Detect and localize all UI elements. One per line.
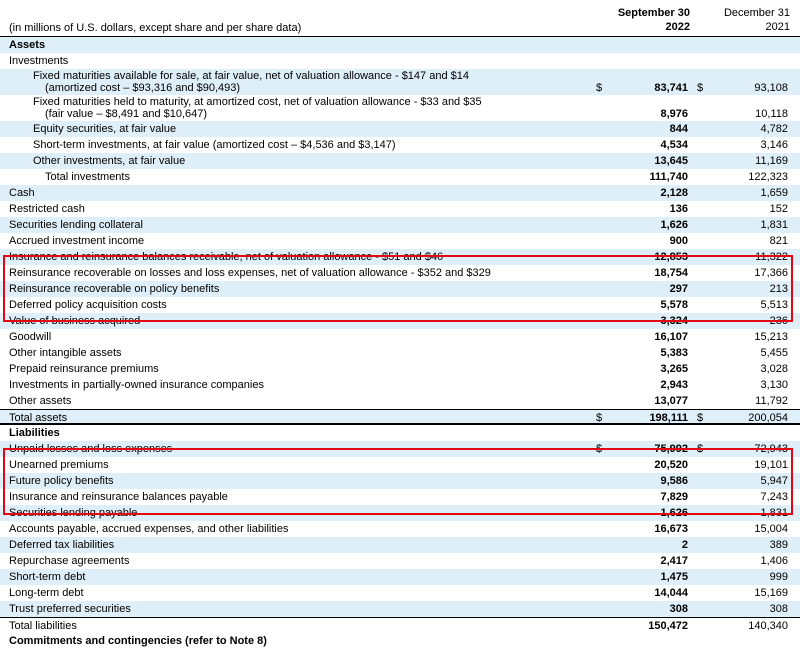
value-2021: 11,322 [755, 251, 788, 263]
value-2021: 821 [769, 235, 788, 247]
value-2021: 122,323 [748, 171, 788, 183]
row-label: Short-term investments, at fair value (amortized cost – $4,536 and $3,147) [33, 139, 396, 151]
table-row [0, 233, 800, 249]
dollar-sign: $ [697, 443, 704, 455]
value-2021: 5,455 [760, 347, 788, 359]
section-heading: Assets [9, 39, 46, 51]
value-2022: 18,754 [654, 267, 688, 279]
row-label: Future policy benefits [9, 475, 114, 487]
dollar-sign: $ [697, 412, 704, 424]
row-label: Unpaid losses and loss expenses [9, 443, 173, 455]
table-row [0, 521, 800, 537]
row-label: Total investments [45, 171, 130, 183]
row-label: Investments in partially-owned insurance companies [9, 379, 264, 391]
table-row [0, 53, 800, 69]
row-label: Restricted cash [9, 203, 85, 215]
row-label: Accrued investment income [9, 235, 145, 247]
row-label: Securities lending collateral [9, 219, 143, 231]
row-label: Trust preferred securities [9, 603, 131, 615]
value-2022: 8,976 [660, 108, 688, 120]
value-2021: 200,054 [748, 412, 788, 424]
value-2021: 15,004 [754, 523, 788, 535]
table-row [0, 537, 800, 553]
row-label: Value of business acquired [9, 315, 141, 327]
value-2022: 1,626 [660, 507, 688, 519]
value-2022: 75,992 [654, 443, 688, 455]
value-2021: 140,340 [748, 620, 788, 632]
table-row [0, 185, 800, 201]
table-row [0, 69, 800, 95]
units-note: (in millions of U.S. dollars, except share and per share data) [9, 22, 302, 34]
section-heading: Commitments and contingencies (refer to Note 8) [9, 635, 267, 647]
row-label: Investments [9, 55, 69, 67]
col-dec-2021-header: December 31 2021 [723, 7, 790, 33]
value-2021: 72,943 [754, 443, 788, 455]
table-row [0, 489, 800, 505]
value-2022: 12,853 [654, 251, 688, 263]
row-label: Total assets [9, 412, 68, 424]
table-row [0, 633, 800, 649]
value-2021: 999 [769, 571, 788, 583]
table-row [0, 249, 800, 265]
row-label: Long-term debt [9, 587, 84, 599]
row-label: Reinsurance recoverable on losses and loss expenses, net of valuation allowance - $352 and $329 [9, 267, 491, 279]
value-2022: 198,111 [649, 412, 688, 424]
row-label: Other assets [9, 395, 72, 407]
row-label: Other investments, at fair value [33, 155, 186, 167]
dollar-sign: $ [596, 412, 603, 424]
row-label: Unearned premiums [9, 459, 109, 471]
value-2022: 7,829 [660, 491, 688, 503]
value-2022: 900 [669, 235, 688, 247]
row-label: Deferred tax liabilities [9, 539, 115, 551]
table-row [0, 201, 800, 217]
table-row [0, 585, 800, 601]
value-2021: 1,831 [760, 219, 788, 231]
table-row [0, 217, 800, 233]
value-2021: 15,213 [754, 331, 788, 343]
value-2021: 7,243 [760, 491, 788, 503]
table-row [0, 121, 800, 137]
value-2022: 20,520 [654, 459, 688, 471]
row-label: Repurchase agreements [9, 555, 130, 567]
table-row [0, 313, 800, 329]
table-row [0, 553, 800, 569]
value-2021: 93,108 [754, 82, 788, 94]
value-2022: 13,645 [654, 155, 688, 167]
value-2022: 844 [669, 123, 688, 135]
row-label: Short-term debt [9, 571, 86, 583]
value-2021: 3,028 [760, 363, 788, 375]
value-2021: 213 [769, 283, 788, 295]
row-label: Fixed maturities available for sale, at fair value, net of valuation allowance - $147 and $14 (amortized cost – $93,316 and $90,493) [33, 70, 469, 94]
table-row [0, 37, 800, 53]
value-2021: 1,659 [760, 187, 788, 199]
table-row [0, 441, 800, 457]
value-2021: 11,169 [755, 155, 788, 167]
value-2021: 10,118 [755, 108, 788, 120]
column-header [0, 0, 800, 36]
table-row [0, 153, 800, 169]
row-label: Insurance and reinsurance balances payable [9, 491, 228, 503]
table-row [0, 505, 800, 521]
row-label: Other intangible assets [9, 347, 122, 359]
row-label: Goodwill [9, 331, 52, 343]
row-label: Prepaid reinsurance premiums [9, 363, 159, 375]
value-2022: 2,128 [660, 187, 688, 199]
value-2021: 17,366 [754, 267, 788, 279]
value-2022: 1,626 [660, 219, 688, 231]
value-2022: 13,077 [654, 395, 688, 407]
table-row [0, 345, 800, 361]
dollar-sign: $ [596, 82, 603, 94]
value-2021: 5,947 [760, 475, 788, 487]
value-2022: 2,417 [660, 555, 688, 567]
value-2021: 308 [769, 603, 788, 615]
table-row [0, 393, 800, 409]
dollar-sign: $ [697, 82, 704, 94]
table-row [0, 377, 800, 393]
value-2021: 19,101 [754, 459, 788, 471]
value-2022: 2,943 [660, 379, 688, 391]
row-label: Insurance and reinsurance balances receivable, net of valuation allowance - $51 and $46 [9, 251, 444, 263]
table-row [0, 265, 800, 281]
row-label: Cash [9, 187, 35, 199]
table-row [0, 95, 800, 121]
table-row [0, 361, 800, 377]
row-label: Accounts payable, accrued expenses, and other liabilities [9, 523, 289, 535]
value-2021: 11,792 [755, 395, 788, 407]
row-label: Deferred policy acquisition costs [9, 299, 167, 311]
value-2021: 3,146 [760, 139, 788, 151]
value-2021: 3,130 [760, 379, 788, 391]
value-2021: 15,169 [754, 587, 788, 599]
value-2022: 150,472 [648, 620, 688, 632]
row-label: Fixed maturities held to maturity, at amortized cost, net of valuation allowance - $33 and $35 (fair value – $8,491 and $10,647) [33, 96, 482, 120]
value-2022: 1,475 [660, 571, 688, 583]
value-2022: 4,534 [660, 139, 688, 151]
value-2021: 5,513 [760, 299, 788, 311]
value-2022: 136 [669, 203, 688, 215]
value-2022: 16,673 [654, 523, 688, 535]
row-label: Reinsurance recoverable on policy benefits [9, 283, 220, 295]
row-label: Total liabilities [9, 620, 77, 632]
value-2022: 14,044 [654, 587, 688, 599]
table-row [0, 297, 800, 313]
row-label: Securities lending payable [9, 507, 138, 519]
value-2021: 389 [769, 539, 788, 551]
table-row [0, 569, 800, 585]
value-2022: 9,586 [660, 475, 688, 487]
value-2021: 1,406 [760, 555, 788, 567]
col-sep-2022-header: September 30 2022 [617, 7, 690, 33]
value-2022: 16,107 [654, 331, 688, 343]
value-2022: 83,741 [654, 82, 688, 94]
value-2021: 236 [769, 315, 788, 327]
value-2022: 5,383 [660, 347, 688, 359]
value-2022: 297 [669, 283, 688, 295]
table-row [0, 281, 800, 297]
value-2022: 5,578 [660, 299, 688, 311]
table-row [0, 329, 800, 345]
section-heading: Liabilities [9, 427, 60, 439]
table-row [0, 473, 800, 489]
table-row [0, 425, 800, 441]
value-2022: 3,324 [660, 315, 688, 327]
table-row [0, 409, 800, 425]
value-2022: 2 [681, 539, 688, 551]
value-2022: 111,740 [649, 171, 688, 183]
table-row [0, 137, 800, 153]
value-2021: 152 [769, 203, 788, 215]
value-2022: 308 [669, 603, 688, 615]
table-row [0, 457, 800, 473]
value-2021: 1,831 [760, 507, 788, 519]
value-2022: 3,265 [660, 363, 688, 375]
row-label: Equity securities, at fair value [33, 123, 177, 135]
table-row [0, 601, 800, 617]
table-row [0, 169, 800, 185]
value-2021: 4,782 [760, 123, 788, 135]
dollar-sign: $ [596, 443, 603, 455]
table-row [0, 617, 800, 633]
